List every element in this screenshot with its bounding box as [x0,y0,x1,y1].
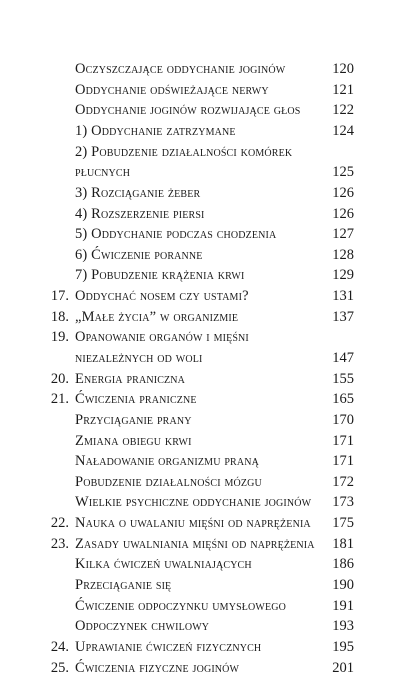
entry-title: „Małe życia” w organizmie [75,308,239,325]
page-number: 195 [332,638,354,655]
page-number: 120 [332,61,354,77]
page-number: 126 [332,184,354,201]
toc-entry [0,369,416,390]
entry-title: 3) Rozciąganie żeber [75,184,201,201]
toc-entry [0,596,416,617]
page-number: 155 [332,370,354,387]
entry-title: 6) Ćwiczenie poranne [75,246,203,263]
page-number: 122 [332,102,354,119]
page-number: 126 [332,205,354,222]
toc-entry [0,121,416,142]
chapter-number: 21. [50,391,69,408]
entry-title: 4) Rozszerzenie piersi [75,205,205,222]
toc-entry [0,554,416,575]
toc-entry [0,224,416,245]
toc-entry [0,534,416,555]
page-number: 125 [332,164,354,181]
page-number: 127 [332,226,354,243]
page-number: 121 [332,81,354,98]
toc-entry [0,431,416,452]
chapter-number: 17. [50,288,69,305]
entry-title: Oczyszczające oddychanie joginów [75,61,286,77]
entry-title: Uprawianie ćwiczeń fizycznych [75,638,262,655]
toc-entry [0,616,416,637]
chapter-number: 23. [50,535,69,552]
entry-title: Przeciąganie się [75,577,172,594]
entry-title: Oddychać nosem czy ustami? [75,288,249,305]
entry-title: 1) Oddychanie zatrzymane [75,122,236,139]
page-number: 170 [332,411,354,428]
toc-entry [0,575,416,596]
chapter-number: 22. [50,515,69,532]
entry-title: Opanowanie organów i mięśni niezależnych od woli [75,329,249,366]
toc-entry [0,637,416,658]
entry-title: 7) Pobudzenie krążenia krwi [75,267,245,284]
page-number: 191 [332,597,354,614]
toc-entry [0,142,416,183]
entry-title: Ćwiczenie odpoczynku umysłowego [75,597,286,614]
entry-title: Wielkie psychiczne oddychanie joginów [75,494,312,511]
page-number: 128 [332,246,354,263]
entry-title: Ćwiczenia fizyczne joginów [75,659,240,676]
page-number: 131 [332,288,354,305]
toc-entry [0,327,416,368]
entry-title: Kilka ćwiczeń uwalniających [75,556,252,573]
page-number: 173 [332,494,354,511]
page-number: 172 [332,473,354,490]
entry-title: Przyciąganie prany [75,411,192,428]
toc-entry [0,245,416,266]
entry-title: Oddychanie joginów rozwijające głos [75,102,301,119]
chapter-number: 19. [50,329,69,346]
chapter-number: 24. [50,638,69,655]
table-of-contents [0,59,416,678]
entry-title: Naładowanie organizmu praną [75,453,259,470]
toc-entry [0,513,416,534]
entry-title: Zmiana obiegu krwi [75,432,192,449]
toc-entry [0,204,416,225]
toc-entry [0,100,416,121]
page-number: 129 [332,267,354,284]
entry-title: Energia praniczna [75,370,186,387]
toc-entry [0,451,416,472]
entry-title: 5) Oddychanie podczas chodzenia [75,226,277,243]
page-number: 137 [332,308,354,325]
toc-entry [0,492,416,513]
page-number: 186 [332,556,354,573]
entry-title: 2) Pobudzenie działalności komórek płucnych [75,143,293,181]
entry-title: Oddychanie odświeżające nerwy [75,81,269,98]
entry-title: Ćwiczenia praniczne [75,391,197,408]
page-number: 181 [332,535,354,552]
chapter-number: 18. [50,308,69,325]
chapter-number: 25. [50,659,69,676]
toc-entry [0,410,416,431]
entry-title: Odpoczynek chwilowy [75,618,210,635]
page-number: 124 [332,122,354,139]
toc-entry [0,183,416,204]
page-number: 171 [332,432,354,449]
entry-title: Zasady uwalniania mięśni od naprężenia [75,535,315,552]
page-number: 201 [332,659,354,676]
toc-entry [0,80,416,101]
toc-entry [0,307,416,328]
page-number: 165 [332,391,354,408]
toc-entry [0,389,416,410]
toc-entry [0,59,416,80]
toc-entry [0,472,416,493]
page-number: 147 [332,349,354,366]
page-number: 193 [332,618,354,635]
entry-title: Pobudzenie działalności mózgu [75,473,262,490]
chapter-number: 20. [50,370,69,387]
toc-entry [0,658,416,678]
page-number: 175 [332,515,354,532]
toc-entry [0,265,416,286]
entry-title: Nauka o uwalaniu mięśni od naprężenia [75,515,311,532]
toc-entry [0,286,416,307]
page-number: 171 [332,453,354,470]
page-number: 190 [332,577,354,594]
